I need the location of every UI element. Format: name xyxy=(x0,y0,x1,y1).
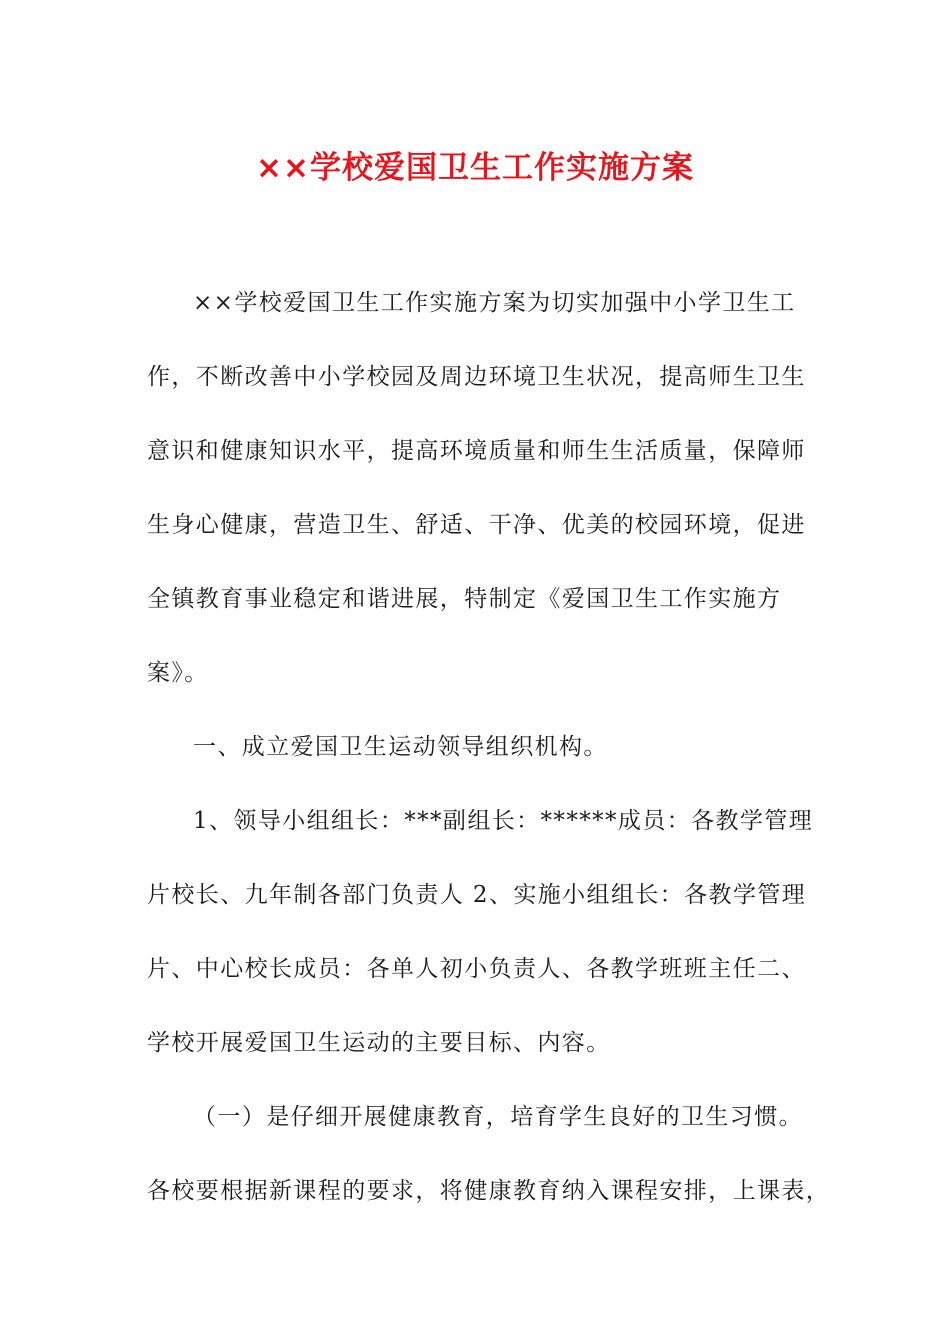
section-heading: 一、成立爱国卫生运动领导组织机构。 xyxy=(193,734,608,760)
paragraph-line: 各校要根据新课程的要求，将健康教育纳入课程安排，上课表， xyxy=(147,1178,831,1204)
paragraph-line: 片、中心校长成员：各单人初小负责人、各教学班班主任二、 xyxy=(147,956,806,982)
paragraph-line: 意识和健康知识水平，提高环境质量和师生生活质量，保障师 xyxy=(147,438,806,464)
paragraph-line: 作，不断改善中小学校园及周边环境卫生状况，提高师生卫生 xyxy=(147,364,806,390)
document-title: ××学校爱国卫生工作实施方案 xyxy=(256,150,694,186)
paragraph-line: ××学校爱国卫生工作实施方案为切实加强中小学卫生工 xyxy=(193,290,796,316)
paragraph-line: 案》。 xyxy=(147,660,209,686)
paragraph-line: 学校开展爱国卫生运动的主要目标、内容。 xyxy=(147,1030,611,1056)
paragraph-line: 片校长、九年制各部门负责人 2、实施小组组长：各教学管理 xyxy=(147,882,807,908)
paragraph-line: 1、领导小组组长：***副组长：******成员：各教学管理 xyxy=(193,808,814,834)
paragraph-line: 生身心健康，营造卫生、舒适、干净、优美的校园环境，促进 xyxy=(147,512,806,538)
subsection-heading: （一）是仔细开展健康教育，培育学生良好的卫生习惯。 xyxy=(193,1104,803,1130)
paragraph-line: 全镇教育事业稳定和谐进展，特制定《爱国卫生工作实施方 xyxy=(147,586,782,612)
